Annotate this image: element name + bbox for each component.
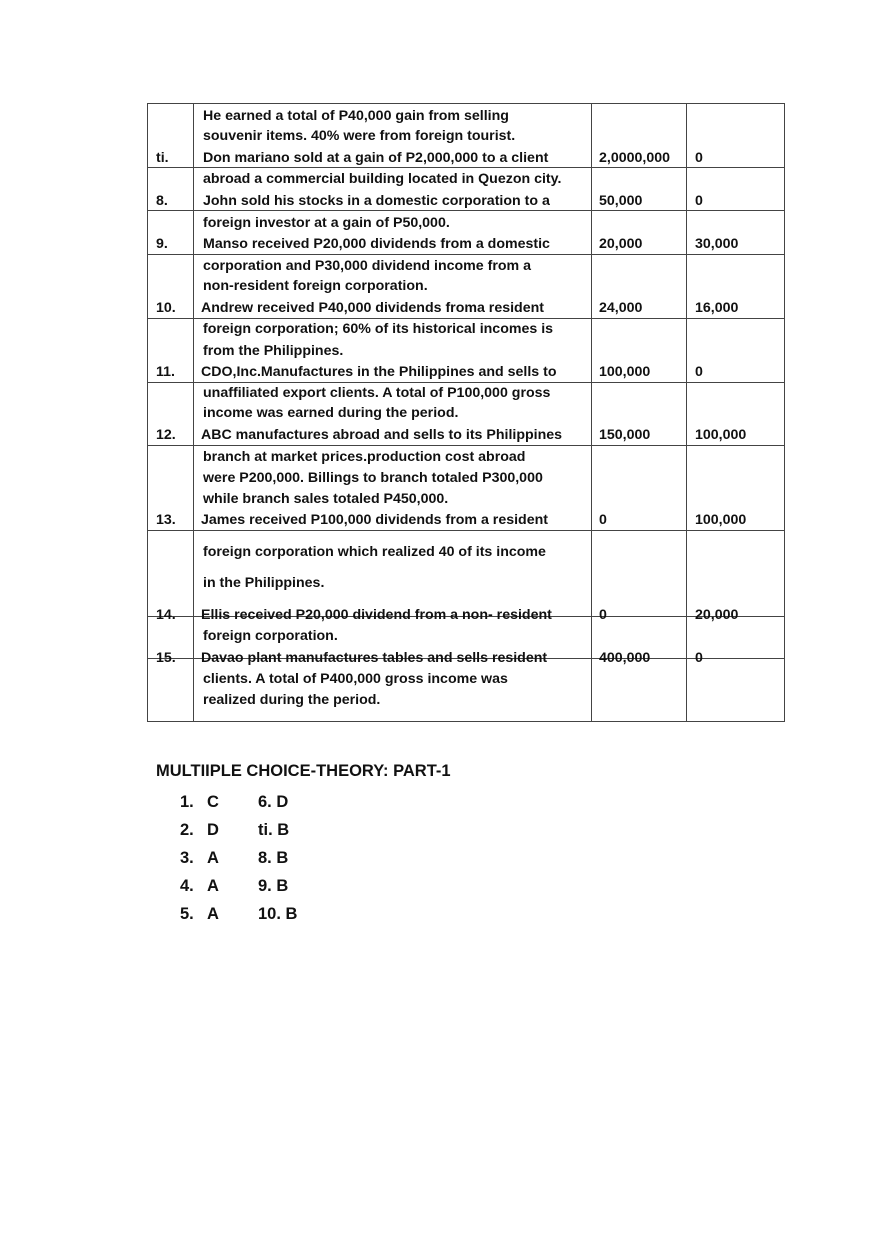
table-row-text: Andrew received P40,000 dividends froma resident bbox=[201, 300, 545, 316]
table-cell-value: 150,000 bbox=[599, 427, 651, 443]
table-cell-value: 0 bbox=[695, 650, 703, 666]
answer-letter: D bbox=[207, 821, 219, 839]
table-row-divider bbox=[147, 382, 785, 383]
table-row-text: foreign investor at a gain of P50,000. bbox=[203, 215, 450, 231]
table-row-text: CDO,Inc.Manufactures in the Philippines and sells to bbox=[201, 364, 557, 380]
table-row-divider bbox=[147, 318, 785, 319]
table-cell-value: 100,000 bbox=[695, 512, 747, 528]
answer-number: 5. bbox=[180, 905, 194, 923]
table-row-divider bbox=[147, 445, 785, 446]
table-row-text: Manso received P20,000 dividends from a domestic bbox=[203, 236, 550, 252]
table-cell-value: 24,000 bbox=[599, 300, 643, 316]
table-row-number: 13. bbox=[156, 512, 176, 528]
table-col-divider bbox=[686, 103, 687, 722]
answer-number: 4. bbox=[180, 877, 194, 895]
answer-letter: A bbox=[207, 849, 219, 867]
table-cell-value: 0 bbox=[695, 364, 703, 380]
table-row-number: 11. bbox=[156, 364, 175, 380]
table-cell-value: 100,000 bbox=[599, 364, 651, 380]
table-row-text: realized during the period. bbox=[203, 692, 381, 708]
table-row-number: 8. bbox=[156, 193, 168, 209]
table-row-text: Davao plant manufactures tables and sells resident bbox=[201, 650, 548, 666]
table-row-text: Ellis received P20,000 dividend from a non- resident bbox=[201, 607, 552, 623]
table-row-text: in the Philippines. bbox=[203, 575, 325, 591]
table-row-divider bbox=[147, 167, 785, 168]
table-row-divider bbox=[147, 210, 785, 211]
table-row-number: 12. bbox=[156, 427, 176, 443]
table-row-text: Don mariano sold at a gain of P2,000,000 to a client bbox=[203, 150, 549, 166]
table-row-number: ti. bbox=[156, 150, 169, 166]
table-row-number: 14. bbox=[156, 607, 176, 623]
answer-number: 1. bbox=[180, 793, 194, 811]
table-row-divider bbox=[147, 254, 785, 255]
table-cell-value: 0 bbox=[599, 607, 607, 623]
table-cell-value: 20,000 bbox=[599, 236, 643, 252]
table-cell-value: 0 bbox=[695, 150, 703, 166]
table-row-number: 10. bbox=[156, 300, 176, 316]
table-row-text: from the Philippines. bbox=[203, 343, 344, 359]
table-row-text: He earned a total of P40,000 gain from selling bbox=[203, 108, 509, 124]
answer-right: 9. B bbox=[258, 877, 289, 895]
table-row-text: corporation and P30,000 dividend income from a bbox=[203, 258, 531, 274]
answer-right: 8. B bbox=[258, 849, 289, 867]
table-row-number: 9. bbox=[156, 236, 168, 252]
table-row-text: foreign corporation. bbox=[203, 628, 338, 644]
answer-right: ti. B bbox=[258, 821, 290, 839]
answer-right: 10. B bbox=[258, 905, 298, 923]
table-cell-value: 16,000 bbox=[695, 300, 739, 316]
table-cell-value: 50,000 bbox=[599, 193, 643, 209]
table-col-divider bbox=[193, 103, 194, 722]
table-row-text: while branch sales totaled P450,000. bbox=[203, 491, 449, 507]
table-row-text: John sold his stocks in a domestic corporation to a bbox=[203, 193, 550, 209]
table-row-text: were P200,000. Billings to branch totaled P300,000 bbox=[203, 470, 543, 486]
table-row-number: 15. bbox=[156, 650, 176, 666]
table-row-text: income was earned during the period. bbox=[203, 405, 459, 421]
table-row-text: clients. A total of P400,000 gross income was bbox=[203, 671, 508, 687]
table-cell-value: 20,000 bbox=[695, 607, 739, 623]
table-row-text: foreign corporation; 60% of its historical incomes is bbox=[203, 321, 554, 337]
table-cell-value: 30,000 bbox=[695, 236, 739, 252]
table-cell-value: 100,000 bbox=[695, 427, 747, 443]
table-cell-value: 2,0000,000 bbox=[599, 150, 671, 166]
table-row-text: branch at market prices.production cost abroad bbox=[203, 449, 526, 465]
table-row-text: James received P100,000 dividends from a resident bbox=[201, 512, 548, 528]
answer-letter: A bbox=[207, 877, 219, 895]
table-row-text: non-resident foreign corporation. bbox=[203, 278, 428, 294]
answer-letter: A bbox=[207, 905, 219, 923]
table-row-text: unafﬁliated export clients. A total of P100,000 gross bbox=[203, 385, 551, 401]
table-cell-value: 400,000 bbox=[599, 650, 651, 666]
answer-right: 6. D bbox=[258, 793, 289, 811]
table-row-text: foreign corporation which realized 40 of its income bbox=[203, 544, 546, 560]
table-col-divider bbox=[591, 103, 592, 722]
answer-letter: C bbox=[207, 793, 219, 811]
table-cell-value: 0 bbox=[599, 512, 607, 528]
answer-number: 2. bbox=[180, 821, 194, 839]
table-row-text: souvenir items. 40% were from foreign tourist. bbox=[203, 128, 516, 144]
answer-number: 3. bbox=[180, 849, 194, 867]
table-row-divider bbox=[147, 530, 785, 531]
table-cell-value: 0 bbox=[695, 193, 703, 209]
section-title: MULTIIPLE CHOICE-THEORY: PART-1 bbox=[156, 762, 451, 780]
table-row-text: ABC manufactures abroad and sells to its Philippines bbox=[201, 427, 563, 443]
table-row-text: abroad a commercial building located in Quezon city. bbox=[203, 171, 562, 187]
